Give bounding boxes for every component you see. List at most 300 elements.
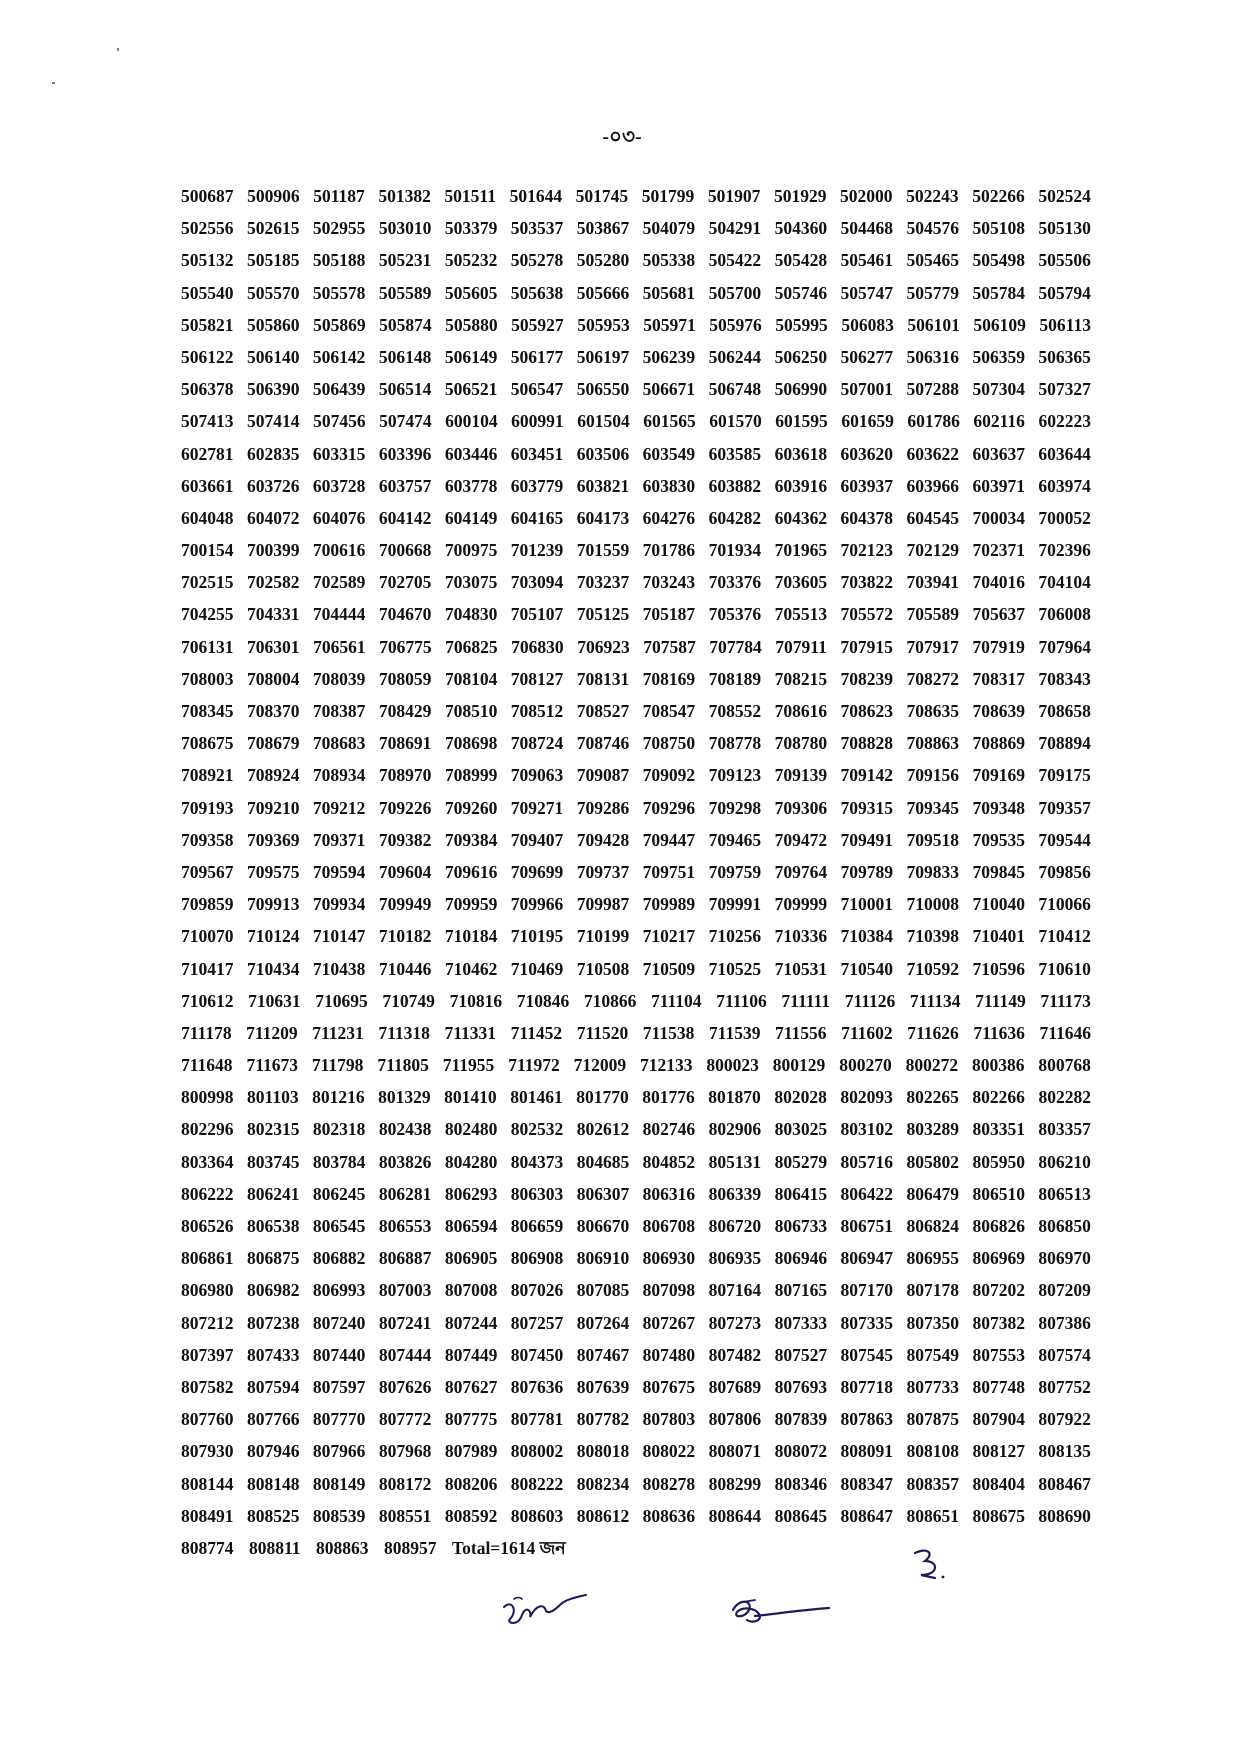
- roll-number: 706775: [379, 636, 432, 657]
- roll-number: 807582: [181, 1376, 234, 1397]
- roll-number: 806861: [181, 1248, 234, 1269]
- total-count: Total=1614 জন: [452, 1537, 566, 1558]
- roll-number: 807626: [378, 1376, 432, 1397]
- roll-number: 806875: [246, 1248, 300, 1269]
- roll-number: 807693: [774, 1376, 828, 1397]
- roll-number: 710384: [840, 926, 894, 947]
- roll-number: 702371: [972, 540, 1025, 561]
- roll-number: 601565: [643, 411, 696, 432]
- roll-number: 709699: [510, 861, 564, 882]
- roll-number: 709949: [378, 894, 432, 915]
- roll-number: 705572: [840, 604, 894, 625]
- roll-number: 807689: [708, 1376, 762, 1397]
- roll-number: 507288: [906, 379, 959, 400]
- roll-number: 710040: [972, 894, 1025, 915]
- roll-number: 711231: [312, 1022, 364, 1043]
- roll-number: 506365: [1038, 346, 1091, 367]
- roll-number: 705376: [708, 604, 762, 625]
- roll-number: 711636: [973, 1022, 1025, 1043]
- roll-number: 807350: [906, 1312, 959, 1333]
- roll-number: 709959: [444, 894, 498, 915]
- roll-number: 602835: [246, 443, 300, 464]
- roll-number: 800768: [1038, 1055, 1091, 1076]
- roll-number: 507414: [247, 411, 300, 432]
- roll-row: [181, 1049, 1091, 1081]
- roll-number: 603821: [576, 475, 630, 496]
- roll-number: 505338: [642, 250, 696, 271]
- roll-number: 807553: [972, 1344, 1025, 1365]
- roll-number: 710592: [906, 958, 959, 979]
- roll-number: 709139: [774, 765, 828, 786]
- roll-number: 709169: [972, 765, 1025, 786]
- roll-number: 505860: [247, 314, 300, 335]
- roll-number: 802438: [378, 1119, 432, 1140]
- roll-number: 506083: [841, 314, 894, 335]
- roll-number: 805716: [840, 1151, 894, 1172]
- roll-number: 808675: [972, 1505, 1025, 1526]
- roll-number: 806245: [312, 1183, 366, 1204]
- roll-number: 502000: [840, 186, 893, 206]
- roll-number: 506359: [972, 346, 1025, 367]
- roll-number: 806510: [972, 1183, 1025, 1204]
- roll-number: 807440: [312, 1344, 366, 1365]
- roll-row: [181, 1242, 1091, 1274]
- roll-number: 710217: [642, 926, 696, 947]
- roll-number: 501745: [575, 186, 629, 206]
- roll-number: 806930: [642, 1248, 696, 1269]
- roll-number: 711331: [444, 1022, 497, 1043]
- roll-number: 708616: [774, 701, 828, 721]
- roll-number: 802480: [444, 1119, 498, 1140]
- roll-number: 710147: [312, 926, 366, 947]
- roll-number: 801410: [444, 1087, 497, 1108]
- roll-number: 806670: [576, 1216, 630, 1236]
- roll-number: 802282: [1038, 1087, 1091, 1108]
- roll-number: 709934: [312, 894, 366, 915]
- roll-number: 709616: [444, 861, 498, 882]
- roll-number: 710509: [642, 958, 696, 979]
- roll-number: 804685: [576, 1151, 630, 1172]
- roll-number: 808002: [510, 1441, 564, 1462]
- roll-number: 805279: [774, 1151, 828, 1172]
- roll-number: 709286: [576, 797, 630, 818]
- roll-number: 703605: [774, 572, 828, 593]
- roll-number: 603446: [444, 443, 498, 464]
- roll-number: 505108: [972, 218, 1025, 239]
- roll-number: 603618: [774, 443, 828, 464]
- roll-number: 708189: [708, 668, 762, 689]
- roll-number: 507304: [972, 379, 1025, 400]
- roll-number: 506990: [774, 379, 828, 400]
- roll-number: 806982: [246, 1280, 300, 1301]
- roll-number: 807718: [840, 1376, 894, 1397]
- roll-number: 806479: [906, 1183, 959, 1204]
- roll-number: 803784: [312, 1151, 366, 1172]
- roll-number: 800386: [971, 1055, 1025, 1076]
- roll-number: 710631: [248, 990, 301, 1011]
- roll-number: 808551: [378, 1505, 432, 1526]
- roll-number: 708869: [972, 733, 1025, 754]
- roll-row: [181, 1435, 1091, 1467]
- roll-number: 700034: [972, 507, 1025, 528]
- roll-number: 806905: [444, 1248, 498, 1269]
- roll-number: 709833: [906, 861, 959, 882]
- roll-number: 711805: [377, 1055, 429, 1076]
- roll-number: 506239: [642, 346, 696, 367]
- roll-number: 501929: [773, 186, 827, 206]
- roll-number: 708345: [181, 701, 234, 721]
- roll-number: 806415: [774, 1183, 828, 1204]
- roll-number: 804373: [510, 1151, 564, 1172]
- roll-row: [181, 1017, 1091, 1049]
- roll-number: 709296: [642, 797, 696, 818]
- roll-number: 505971: [643, 314, 696, 335]
- roll-number: 505784: [972, 282, 1025, 303]
- roll-number: 708623: [840, 701, 894, 721]
- roll-number: 506250: [774, 346, 828, 367]
- roll-number: 807240: [312, 1312, 366, 1333]
- roll-number: 807989: [444, 1441, 498, 1462]
- roll-number: 709751: [642, 861, 696, 882]
- roll-number: 711602: [841, 1022, 893, 1043]
- roll-row: [181, 373, 1091, 405]
- roll-number: 808222: [510, 1473, 564, 1494]
- roll-number: 506142: [312, 346, 366, 367]
- roll-number: 709142: [840, 765, 894, 786]
- roll-number: 807946: [246, 1441, 300, 1462]
- roll-number: 807098: [642, 1280, 696, 1301]
- roll-number: 808651: [906, 1505, 959, 1526]
- roll-number: 709491: [840, 829, 894, 850]
- roll-number: 707919: [972, 636, 1025, 657]
- roll-number: 602781: [181, 443, 234, 464]
- roll-row: [181, 502, 1091, 534]
- roll-number: 701934: [708, 540, 762, 561]
- roll-row: [181, 405, 1091, 437]
- roll-number: 802318: [312, 1119, 366, 1140]
- roll-number: 807273: [708, 1312, 762, 1333]
- roll-number: 709407: [510, 829, 564, 850]
- roll-number: 807839: [774, 1409, 828, 1430]
- roll-number: 710438: [312, 958, 366, 979]
- roll-number: 603620: [840, 443, 894, 464]
- roll-number: 710610: [1038, 958, 1091, 979]
- roll-number: 708894: [1038, 733, 1091, 754]
- roll-number: 703237: [576, 572, 630, 593]
- roll-number: 709358: [181, 829, 234, 850]
- roll-number: 806720: [708, 1216, 762, 1236]
- roll-number: 602116: [973, 411, 1025, 432]
- roll-number: 801329: [378, 1087, 431, 1108]
- roll-row: [181, 1178, 1091, 1210]
- roll-number: 506113: [1039, 314, 1091, 335]
- roll-number: 710066: [1038, 894, 1091, 915]
- roll-number: 708527: [576, 701, 630, 721]
- roll-number: 505605: [444, 282, 498, 303]
- roll-number: 604048: [181, 507, 234, 528]
- roll-number: 806659: [510, 1216, 564, 1236]
- roll-number: 801103: [247, 1087, 299, 1108]
- roll-number: 802093: [840, 1087, 893, 1108]
- roll-number: 700975: [444, 540, 498, 561]
- roll-number: 709348: [972, 797, 1025, 818]
- roll-number: 705637: [972, 604, 1025, 625]
- roll-row: [181, 888, 1091, 920]
- roll-number: 708004: [246, 668, 300, 689]
- roll-number: 603974: [1038, 475, 1091, 496]
- roll-row: [181, 598, 1091, 630]
- roll-number: 603966: [906, 475, 959, 496]
- roll-number: 802612: [576, 1119, 630, 1140]
- roll-number: 706830: [511, 636, 564, 657]
- roll-number: 702705: [378, 572, 432, 593]
- roll-number: 505666: [576, 282, 630, 303]
- roll-number: 502266: [972, 186, 1025, 206]
- roll-number: 807675: [642, 1376, 696, 1397]
- roll-number: 708828: [840, 733, 894, 754]
- roll-number: 501382: [378, 186, 431, 206]
- roll-number: 505540: [181, 282, 234, 303]
- roll-number: 505461: [840, 250, 894, 271]
- roll-number: 506140: [246, 346, 300, 367]
- roll-number: 808774: [181, 1537, 234, 1558]
- roll-number: 806513: [1038, 1183, 1091, 1204]
- roll-number: 709991: [708, 894, 762, 915]
- roll-number: 505821: [181, 314, 234, 335]
- roll-number: 710446: [378, 958, 432, 979]
- roll-row: [181, 727, 1091, 759]
- roll-number: 710540: [840, 958, 894, 979]
- roll-number: 807748: [972, 1376, 1025, 1397]
- roll-number: 502615: [246, 218, 300, 239]
- roll-number: 709175: [1038, 765, 1091, 786]
- roll-number: 806969: [972, 1248, 1025, 1269]
- roll-number: 802266: [972, 1087, 1025, 1108]
- roll-number: 704104: [1038, 572, 1091, 593]
- roll-number: 807202: [972, 1280, 1025, 1301]
- roll-number: 705107: [510, 604, 564, 625]
- roll-number: 806526: [181, 1216, 234, 1236]
- roll-number: 806946: [774, 1248, 828, 1269]
- roll-number: 808346: [774, 1473, 828, 1494]
- roll-number: 802746: [642, 1119, 696, 1140]
- roll-number: 707915: [840, 636, 893, 657]
- roll-number: 708387: [312, 701, 366, 721]
- roll-number: 709999: [774, 894, 828, 915]
- roll-number: 806293: [444, 1183, 498, 1204]
- roll-number: 711318: [378, 1022, 430, 1043]
- roll-number: 709123: [708, 765, 762, 786]
- roll-row: [181, 824, 1091, 856]
- roll-number: 808811: [249, 1537, 301, 1558]
- roll-number: 808148: [246, 1473, 300, 1494]
- roll-number: 709447: [642, 829, 696, 850]
- roll-number: 709092: [642, 765, 696, 786]
- roll-number: 709063: [510, 765, 564, 786]
- roll-number: 603830: [642, 475, 696, 496]
- initial-mark: [905, 1545, 955, 1585]
- roll-number: 807026: [510, 1280, 564, 1301]
- roll-number: 808144: [181, 1473, 234, 1494]
- roll-number: 708924: [246, 765, 300, 786]
- roll-number: 708683: [312, 733, 366, 754]
- roll-number: 506514: [378, 379, 432, 400]
- roll-number: 710525: [708, 958, 762, 979]
- roll-row: [181, 534, 1091, 566]
- roll-number: 708127: [510, 668, 564, 689]
- roll-number: 710846: [516, 990, 570, 1011]
- roll-number: 807397: [181, 1344, 234, 1365]
- roll-number: 709913: [246, 894, 300, 915]
- roll-number: 806970: [1038, 1248, 1091, 1269]
- roll-number: 706825: [445, 636, 498, 657]
- roll-row: [181, 180, 1091, 212]
- roll-number: 710336: [774, 926, 828, 947]
- roll-number: 808957: [384, 1537, 437, 1558]
- roll-number: 710070: [181, 926, 234, 947]
- roll-number: 808592: [444, 1505, 498, 1526]
- roll-number: 711134: [909, 990, 961, 1011]
- roll-number: 806210: [1038, 1151, 1091, 1172]
- roll-number: 710417: [181, 958, 234, 979]
- roll-number: 601659: [841, 411, 894, 432]
- roll-number: 708039: [312, 668, 366, 689]
- roll-number: 807209: [1038, 1280, 1091, 1301]
- roll-number: 507474: [379, 411, 432, 432]
- roll-number: 506244: [708, 346, 762, 367]
- roll-number: 709271: [510, 797, 564, 818]
- roll-number: 808636: [642, 1505, 696, 1526]
- roll-number: 505681: [642, 282, 696, 303]
- roll-number: 710001: [840, 894, 894, 915]
- roll-number: 708510: [444, 701, 498, 721]
- roll-number: 710749: [382, 990, 435, 1011]
- scan-speck: [52, 82, 55, 84]
- roll-number: 710008: [906, 894, 959, 915]
- roll-number: 708724: [510, 733, 564, 754]
- roll-number: 806908: [510, 1248, 564, 1269]
- roll-number: 711955: [442, 1055, 495, 1076]
- roll-number: 505779: [906, 282, 959, 303]
- roll-number: 506149: [444, 346, 498, 367]
- roll-number: 807382: [972, 1312, 1025, 1333]
- roll-number: 603882: [708, 475, 762, 496]
- roll-number: 807449: [444, 1344, 498, 1365]
- roll-number: 709087: [576, 765, 630, 786]
- roll-number: 807178: [906, 1280, 959, 1301]
- roll-number: 808603: [510, 1505, 564, 1526]
- roll-number: 801770: [576, 1087, 629, 1108]
- roll-number: 603396: [378, 443, 432, 464]
- roll-number: 806850: [1038, 1216, 1091, 1236]
- roll-number: 709428: [576, 829, 630, 850]
- roll-number: 506390: [246, 379, 300, 400]
- roll-number: 711106: [716, 990, 767, 1011]
- roll-number: 707917: [906, 636, 959, 657]
- roll-number: 803357: [1038, 1119, 1091, 1140]
- roll-row: [181, 695, 1091, 727]
- roll-number: 708658: [1038, 701, 1091, 721]
- roll-number: 807165: [774, 1280, 828, 1301]
- roll-number: 708343: [1038, 668, 1091, 689]
- roll-number: 709345: [906, 797, 959, 818]
- roll-number: 710412: [1038, 926, 1091, 947]
- roll-number: 704255: [181, 604, 234, 625]
- roll-number: 711673: [246, 1055, 298, 1076]
- roll-number: 711646: [1039, 1022, 1091, 1043]
- roll-row: [181, 1500, 1091, 1532]
- roll-number: 710508: [576, 958, 630, 979]
- roll-number: 807782: [576, 1409, 630, 1430]
- roll-number: 802532: [510, 1119, 564, 1140]
- roll-row: [181, 953, 1091, 985]
- roll-number: 502955: [312, 218, 366, 239]
- roll-number: 501511: [444, 186, 496, 206]
- roll-number: 806538: [246, 1216, 300, 1236]
- roll-number: 505570: [246, 282, 300, 303]
- roll-number: 707784: [709, 636, 762, 657]
- roll-number: 808647: [840, 1505, 894, 1526]
- roll-number: 808644: [708, 1505, 762, 1526]
- roll-number: 505132: [181, 250, 234, 271]
- roll-number: 604165: [510, 507, 564, 528]
- roll-number: 709472: [774, 829, 828, 850]
- roll-number: 807164: [708, 1280, 762, 1301]
- roll-number: 505278: [510, 250, 564, 271]
- roll-number: 710695: [315, 990, 368, 1011]
- roll-number: 806910: [576, 1248, 630, 1269]
- roll-number: 807775: [444, 1409, 498, 1430]
- roll-number: 706561: [313, 636, 366, 657]
- roll-number: 711538: [642, 1022, 695, 1043]
- roll-number: 806935: [708, 1248, 762, 1269]
- roll-number: 503537: [510, 218, 564, 239]
- roll-number: 500906: [247, 186, 300, 206]
- roll-number: 710256: [708, 926, 762, 947]
- roll-number: 806947: [840, 1248, 894, 1269]
- roll-number: 709604: [378, 861, 432, 882]
- roll-row: [181, 1468, 1091, 1500]
- roll-row: [181, 631, 1091, 663]
- roll-number: 807333: [774, 1312, 828, 1333]
- roll-number: 604149: [444, 507, 498, 528]
- roll-number: 710199: [576, 926, 630, 947]
- roll-number: 603637: [972, 443, 1025, 464]
- roll-number: 806422: [840, 1183, 894, 1204]
- roll-number: 506177: [510, 346, 564, 367]
- roll-number: 604142: [378, 507, 432, 528]
- roll-number: 708169: [642, 668, 696, 689]
- roll-number: 709298: [708, 797, 762, 818]
- roll-number: 806545: [312, 1216, 366, 1236]
- roll-number: 710434: [246, 958, 300, 979]
- roll-number: 710596: [972, 958, 1025, 979]
- roll-row: [181, 212, 1091, 244]
- roll-row: [181, 277, 1091, 309]
- roll-number: 803364: [181, 1151, 234, 1172]
- roll-number: 505976: [709, 314, 762, 335]
- roll-number: 604072: [246, 507, 300, 528]
- roll-number: 807781: [510, 1409, 564, 1430]
- roll-number: 503010: [378, 218, 432, 239]
- roll-number: 709987: [576, 894, 630, 915]
- roll-number: 506316: [906, 346, 959, 367]
- roll-number: 504576: [906, 218, 959, 239]
- roll-number: 808347: [840, 1473, 894, 1494]
- roll-number: 711209: [246, 1022, 298, 1043]
- roll-number: 709737: [576, 861, 630, 882]
- roll-row: [181, 792, 1091, 824]
